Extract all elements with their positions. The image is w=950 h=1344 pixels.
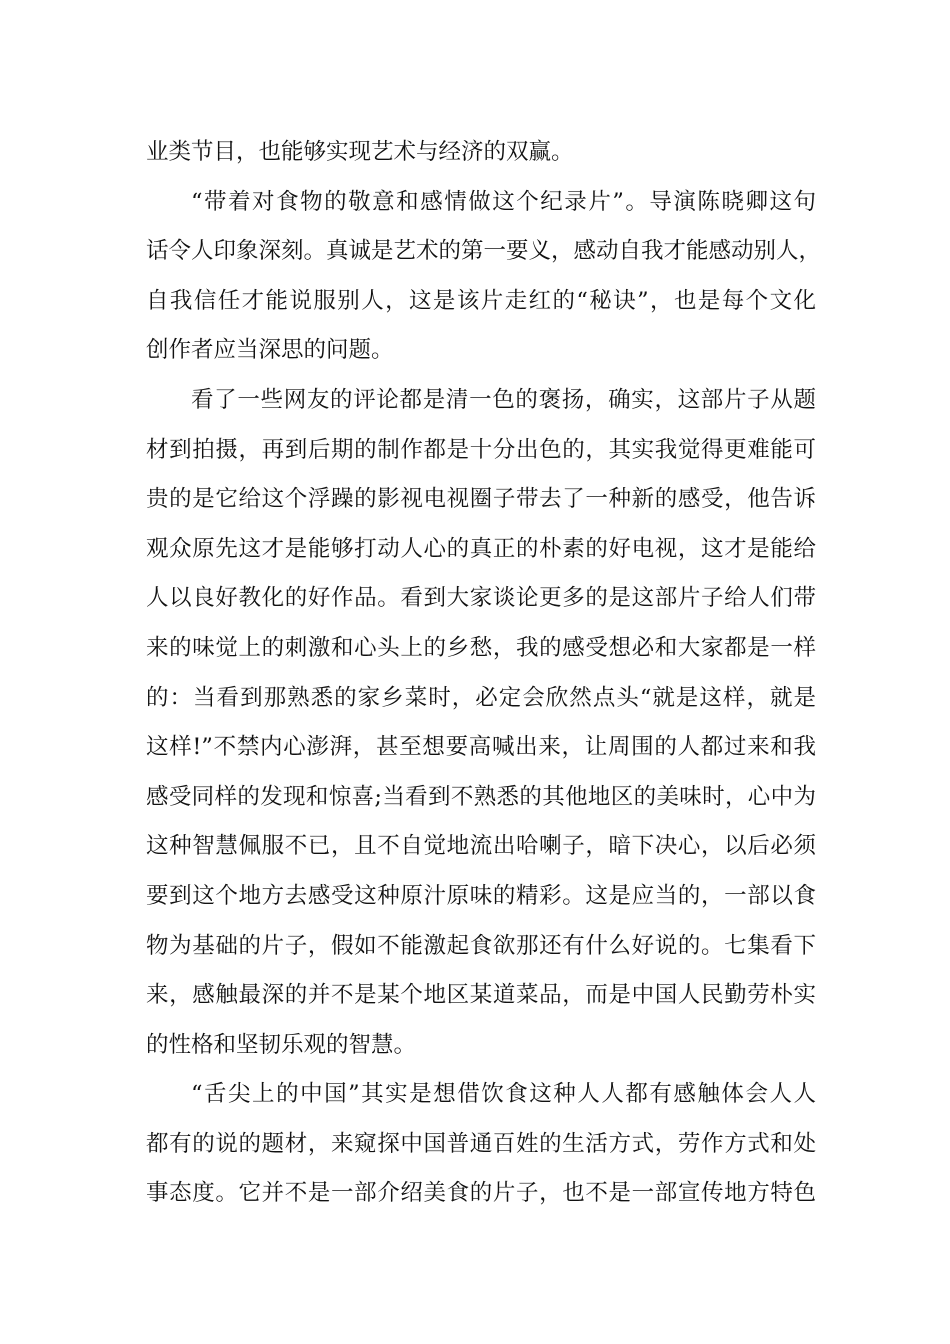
text-line: 的性格和坚韧乐观的智慧。 bbox=[146, 1031, 417, 1058]
text-line: 这样!”不禁内心澎湃，甚至想要高喊出来，让周围的人都过来和我 bbox=[146, 734, 816, 761]
text-line: 观众原先这才是能够打动人心的真正的朴素的好电视，这才是能给 bbox=[146, 535, 816, 562]
text-line: 看了一些网友的评论都是清一色的褒扬，确实，这部片子从题 bbox=[191, 386, 816, 413]
text-line: “带着对食物的敬意和感情做这个纪录片”。导演陈晓卿这句 bbox=[191, 188, 816, 215]
text-line: 材到拍摄，再到后期的制作都是十分出色的，其实我觉得更难能可 bbox=[146, 436, 816, 463]
text-line: 贵的是它给这个浮躁的影视电视圈子带去了一种新的感受，他告诉 bbox=[146, 486, 816, 513]
text-line: 自我信任才能说服别人，这是该片走红的“秘诀”，也是每个文化 bbox=[146, 287, 816, 314]
text-line: 物为基础的片子，假如不能激起食欲那还有什么好说的。七集看下 bbox=[146, 932, 816, 959]
text-line: 人以良好教化的好作品。看到大家谈论更多的是这部片子给人们带 bbox=[146, 585, 816, 612]
text-line: 的：当看到那熟悉的家乡菜时，必定会欣然点头“就是这样，就是 bbox=[146, 684, 816, 711]
text-line: 都有的说的题材，来窥探中国普通百姓的生活方式，劳作方式和处 bbox=[146, 1130, 816, 1157]
text-line: 来的味觉上的刺激和心头上的乡愁，我的感受想必和大家都是一样 bbox=[146, 634, 816, 661]
text-line: 感受同样的发现和惊喜;当看到不熟悉的其他地区的美味时，心中为 bbox=[146, 783, 816, 810]
text-line: 要到这个地方去感受这种原汁原味的精彩。这是应当的，一部以食 bbox=[146, 882, 816, 909]
text-line: 来，感触最深的并不是某个地区某道菜品，而是中国人民勤劳朴实 bbox=[146, 982, 816, 1009]
document-body bbox=[146, 128, 822, 1219]
text-line: 这种智慧佩服不已，且不自觉地流出哈喇子，暗下决心，以后必须 bbox=[146, 833, 816, 860]
text-line: 话令人印象深刻。真诚是艺术的第一要义，感动自我才能感动别人， bbox=[146, 238, 822, 265]
text-line: 业类节目，也能够实现艺术与经济的双赢。 bbox=[146, 139, 574, 165]
text-line: 事态度。它并不是一部介绍美食的片子，也不是一部宣传地方特色 bbox=[146, 1180, 816, 1207]
text-line: 创作者应当深思的问题。 bbox=[146, 337, 394, 364]
text-line: “舌尖上的中国”其实是想借饮食这种人人都有感触体会人人 bbox=[191, 1081, 816, 1108]
